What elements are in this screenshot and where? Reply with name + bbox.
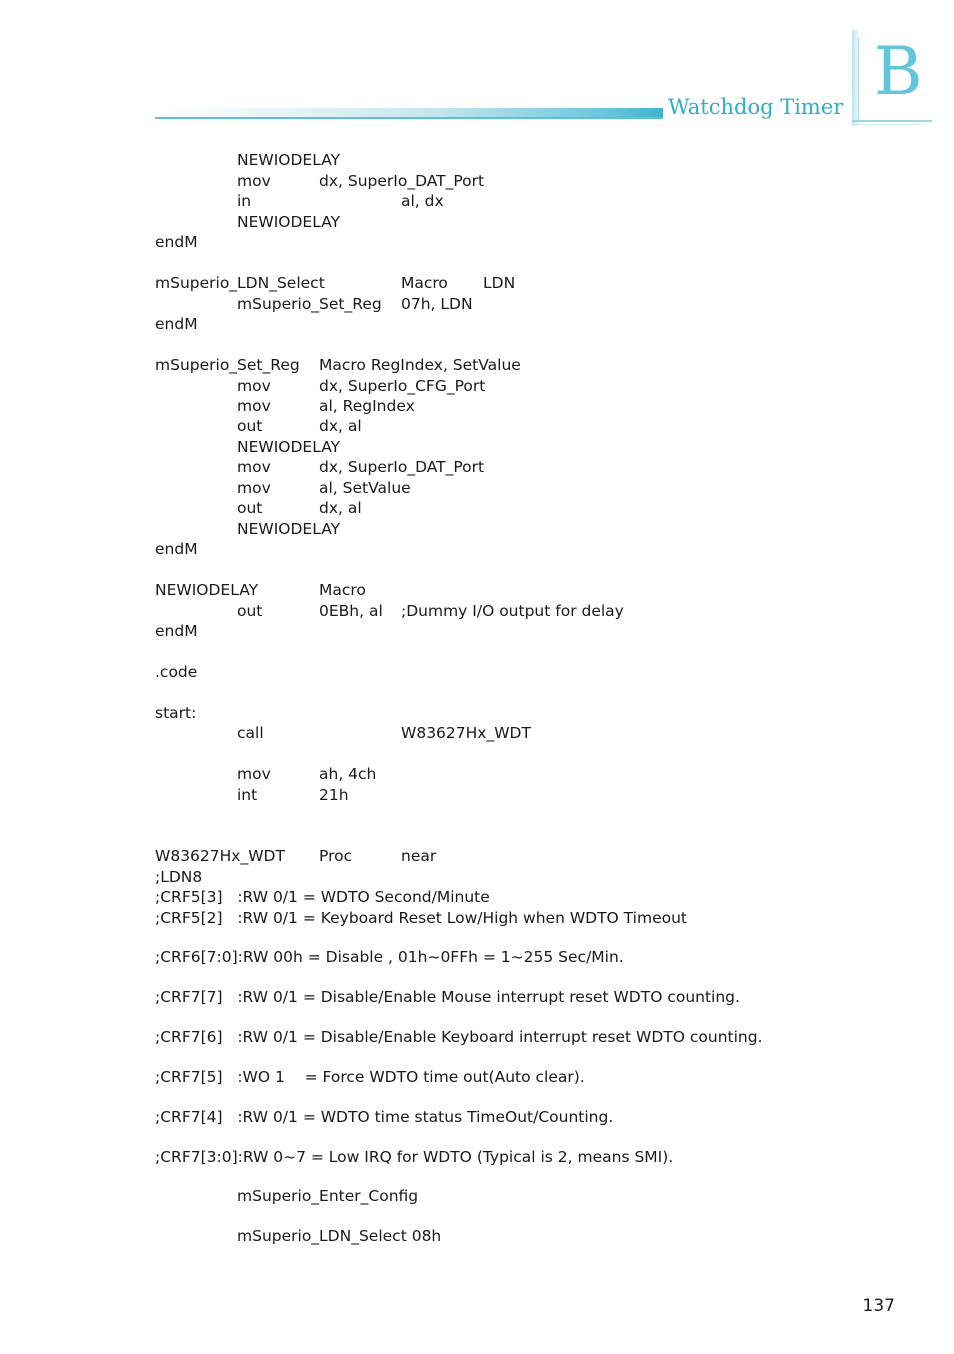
- code-line-16-c3: dx, al: [319, 499, 362, 517]
- code-line-12-c2: out: [237, 417, 263, 435]
- code-line-9-c1: mSuperio_Set_Reg: [155, 356, 300, 374]
- code-line-2-c2: mov: [237, 172, 271, 190]
- code-line-8-c1: endM: [155, 315, 198, 333]
- code-line-1-c2: NEWIODELAY: [237, 151, 341, 169]
- code-line-25-c2: mov: [237, 765, 271, 783]
- code-line-24-c4: W83627Hx_WDT: [401, 724, 531, 742]
- code-line-12-c3: dx, al: [319, 417, 362, 435]
- code-line-9-c3: Macro RegIndex, SetValue: [319, 356, 521, 374]
- chapter-tab-border-inner: [858, 38, 859, 122]
- code-line-11-c3: al, RegIndex: [319, 397, 415, 415]
- section-title: Watchdog Timer: [668, 95, 844, 119]
- code-line-23-c1: start:: [155, 704, 197, 722]
- code-line-27-c3: Proc: [319, 847, 353, 865]
- code-line-7-c4: 07h, LDN: [401, 295, 473, 313]
- code-line-28-c1: ;LDN8: [155, 868, 203, 886]
- code-line-26-c2: int: [237, 786, 258, 804]
- code-line-33-c1: ;CRF7[6] :RW 0/1 = Disable/Enable Keyboard interrupt reset WDTO counting.: [155, 1028, 763, 1046]
- code-line-14-c2: mov: [237, 458, 271, 476]
- code-line-5-c1: endM: [155, 233, 198, 251]
- code-line-4-c2: NEWIODELAY: [237, 213, 341, 231]
- code-line-30-c1: ;CRF5[2] :RW 0/1 = Keyboard Reset Low/High when WDTO Timeout: [155, 909, 688, 927]
- code-line-31-c1: ;CRF6[7:0]:RW 00h = Disable , 01h~0FFh = 1~255 Sec/Min.: [155, 948, 624, 966]
- code-line-38-c2: mSuperio_LDN_Select 08h: [237, 1227, 442, 1245]
- code-line-17-c2: NEWIODELAY: [237, 520, 341, 538]
- code-line-10-c2: mov: [237, 377, 271, 395]
- code-line-36-c1: ;CRF7[3:0]:RW 0~7 = Low IRQ for WDTO (Typical is 2, means SMI).: [155, 1148, 674, 1166]
- code-line-26-c3: 21h: [319, 786, 349, 804]
- code-line-14-c3: dx, SuperIo_DAT_Port: [319, 458, 485, 476]
- chapter-tab-bottom-line-inner: [852, 124, 922, 125]
- code-line-6-c1: mSuperio_LDN_Select: [155, 274, 325, 292]
- code-line-3-c2: in: [237, 192, 252, 210]
- chapter-tab-bottom-line: [852, 120, 932, 122]
- code-line-32-c1: ;CRF7[7] :RW 0/1 = Disable/Enable Mouse interrupt reset WDTO counting.: [155, 988, 740, 1006]
- code-line-16-c2: out: [237, 499, 263, 517]
- header-underline: [155, 117, 663, 119]
- code-line-34-c1: ;CRF7[5] :WO 1 = Force WDTO time out(Auto clear).: [155, 1068, 585, 1086]
- code-line-19-c3: Macro: [319, 581, 366, 599]
- code-line-24-c2: call: [237, 724, 264, 742]
- code-line-27-c1: W83627Hx_WDT: [155, 847, 285, 865]
- code-line-13-c2: NEWIODELAY: [237, 438, 341, 456]
- code-line-2-c3: dx, SuperIo_DAT_Port: [319, 172, 485, 190]
- code-line-37-c2: mSuperio_Enter_Config: [237, 1187, 419, 1205]
- code-line-21-c1: endM: [155, 622, 198, 640]
- code-line-20-c3: 0EBh, al: [319, 602, 383, 620]
- code-line-20-c4: ;Dummy I/O output for delay: [401, 602, 624, 620]
- code-line-3-c4: al, dx: [401, 192, 444, 210]
- code-line-25-c3: ah, 4ch: [319, 765, 377, 783]
- code-line-27-c4: near: [401, 847, 437, 865]
- code-line-7-c2: mSuperio_Set_Reg: [237, 295, 382, 313]
- code-line-35-c1: ;CRF7[4] :RW 0/1 = WDTO time status TimeOut/Counting.: [155, 1108, 614, 1126]
- page-number: 137: [862, 1296, 895, 1316]
- code-line-15-c2: mov: [237, 479, 271, 497]
- appendix-letter: B: [874, 33, 923, 110]
- code-line-19-c1: NEWIODELAY: [155, 581, 259, 599]
- code-line-10-c3: dx, SuperIo_CFG_Port: [319, 377, 486, 395]
- code-line-6-c4: Macro: [401, 274, 448, 292]
- code-line-15-c3: al, SetValue: [319, 479, 411, 497]
- code-line-11-c2: mov: [237, 397, 271, 415]
- code-line-20-c2: out: [237, 602, 263, 620]
- code-line-6-c5: LDN: [483, 274, 516, 292]
- code-line-22-c1: .code: [155, 663, 198, 681]
- code-line-18-c1: endM: [155, 540, 198, 558]
- code-line-29-c1: ;CRF5[3] :RW 0/1 = WDTO Second/Minute: [155, 888, 490, 906]
